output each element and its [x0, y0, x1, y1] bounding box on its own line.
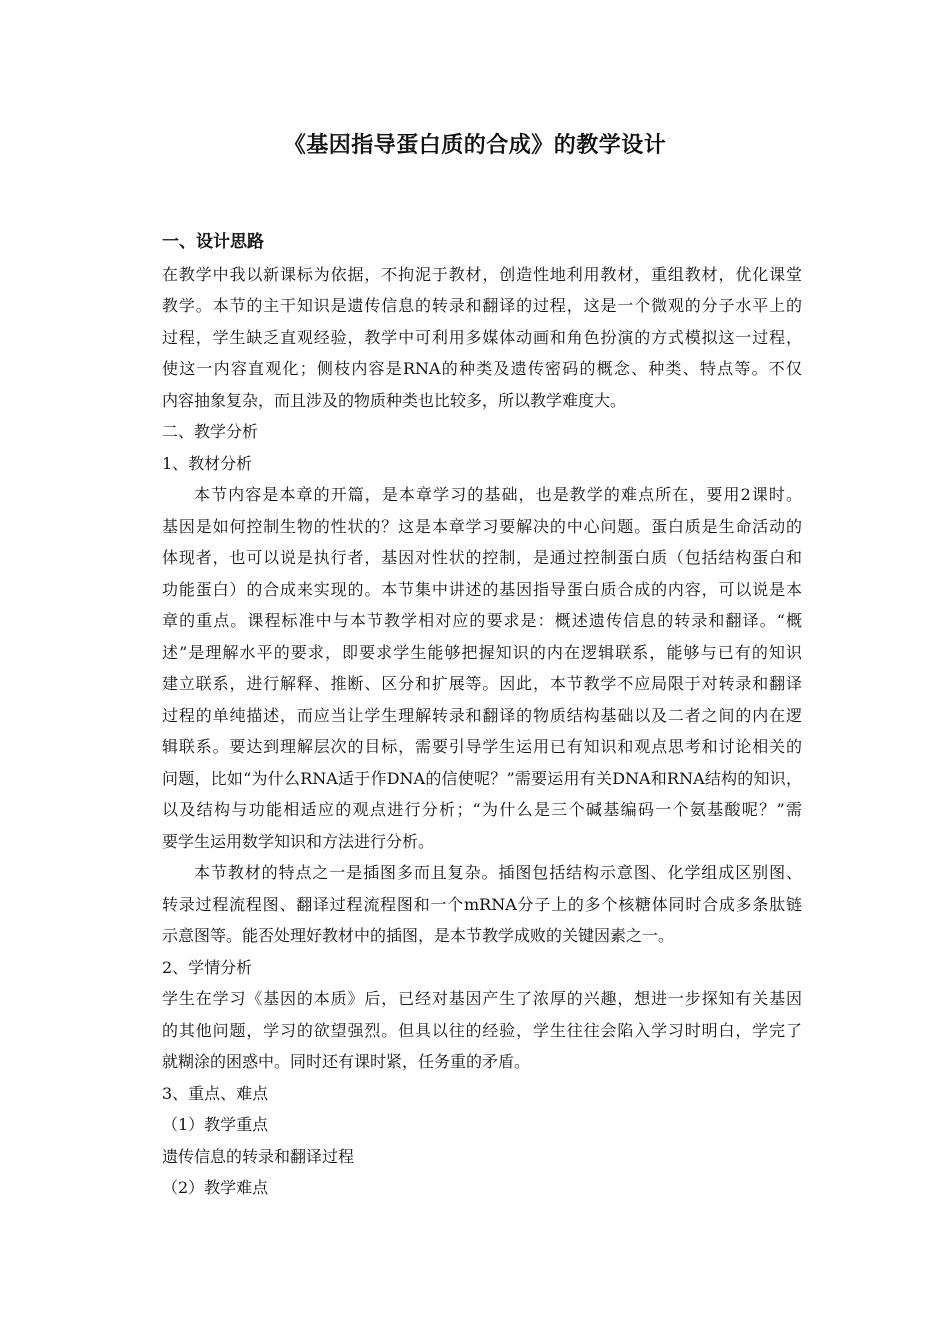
- key-point-text: 遗传信息的转录和翻译过程: [162, 1146, 355, 1166]
- paragraph-line: 章的重点。课程标准中与本节教学相对应的要求是：概述遗传信息的转录和翻译。“概: [162, 611, 802, 630]
- paragraph-line: 就糊涂的困惑中。同时还有课时紧，任务重的矛盾。: [162, 1052, 531, 1071]
- paragraph-line: 以及结构与功能相适应的观点进行分析；“为什么是三个碱基编码一个氨基酸呢？”需: [162, 800, 802, 819]
- paragraph-line: 教学。本节的主干知识是遗传信息的转录和翻译的过程，这是一个微观的分子水平上的: [162, 296, 802, 315]
- paragraph-line: 示意图等。能否处理好教材中的插图，是本节教学成败的关键因素之一。: [162, 926, 675, 945]
- section-heading-analysis: 二、教学分析: [162, 422, 259, 441]
- document-title: 《基因指导蛋白质的合成》的教学设计: [283, 133, 667, 158]
- difficulty-label: （2）教学难点: [162, 1178, 269, 1197]
- paragraph-line: 功能蛋白）的合成来实现的。本节集中讲述的基因指导蛋白质合成的内容，可以说是本: [162, 579, 802, 599]
- subsection-heading-textbook: 1、教材分析: [162, 453, 253, 473]
- section-heading-design: 一、设计思路: [162, 232, 264, 252]
- paragraph-line: 建立联系，进行解释、推断、区分和扩展等。因此，本节教学不应局限于对转录和翻译: [162, 674, 802, 693]
- paragraph-line: 过程，学生缺乏直观经验，教学中可利用多媒体动画和角色扮演的方式模拟这一过程，: [162, 327, 802, 347]
- paragraph-line: 使这一内容直观化；侧枝内容是RNA的种类及遗传密码的概念、种类、特点等。不仅: [162, 359, 802, 378]
- paragraph-line: 过程的单纯描述，而应当让学生理解转录和翻译的物质结构基础以及二者之间的内在逻: [162, 705, 802, 725]
- paragraph-line: 本节教材的特点之一是插图多而且复杂。插图包括结构示意图、化学组成区别图、: [194, 863, 802, 882]
- paragraph-line: 辑联系。要达到理解层次的目标，需要引导学生运用已有知识和观点思考和讨论相关的: [162, 737, 802, 756]
- key-point-label: （1）教学重点: [162, 1115, 269, 1134]
- paragraph-line: 问题，比如“为什么RNA适于作DNA的信使呢？”需要运用有关DNA和RNA结构的知识，: [162, 768, 802, 788]
- document-body: [162, 227, 802, 1204]
- paragraph-line: 要学生运用数学知识和方法进行分析。: [162, 831, 435, 851]
- paragraph-line: 的其他问题，学习的欲望强烈。但具以往的经验，学生往往会陷入学习时明白，学完了: [162, 1020, 802, 1040]
- paragraph-line: 基因是如何控制生物的性状的？这是本章学习要解决的中心问题。蛋白质是生命活动的: [162, 516, 802, 536]
- subsection-heading-key-points: 3、重点、难点: [162, 1083, 269, 1103]
- paragraph-line: 本节内容是本章的开篇，是本章学习的基础，也是教学的难点所在，要用2课时。: [194, 485, 802, 504]
- paragraph-line: 述”是理解水平的要求，即要求学生能够把握知识的内在逻辑联系，能够与已有的知识: [162, 642, 802, 662]
- paragraph-line: 体现者，也可以说是执行者，基因对性状的控制，是通过控制蛋白质（包括结构蛋白和: [162, 548, 802, 567]
- subsection-heading-student: 2、学情分析: [162, 957, 253, 977]
- paragraph-line: 内容抽象复杂，而且涉及的物质种类也比较多，所以教学难度大。: [162, 390, 627, 410]
- paragraph-line: 在教学中我以新课标为依据，不拘泥于教材，创造性地利用教材，重组教材，优化课堂: [162, 264, 802, 284]
- paragraph-line: 学生在学习《基因的本质》后，已经对基因产生了浓厚的兴趣，想进一步探知有关基因: [162, 989, 802, 1008]
- paragraph-line: 转录过程流程图、翻译过程流程图和一个mRNA分子上的多个核糖体同时合成多条肽链: [162, 894, 802, 914]
